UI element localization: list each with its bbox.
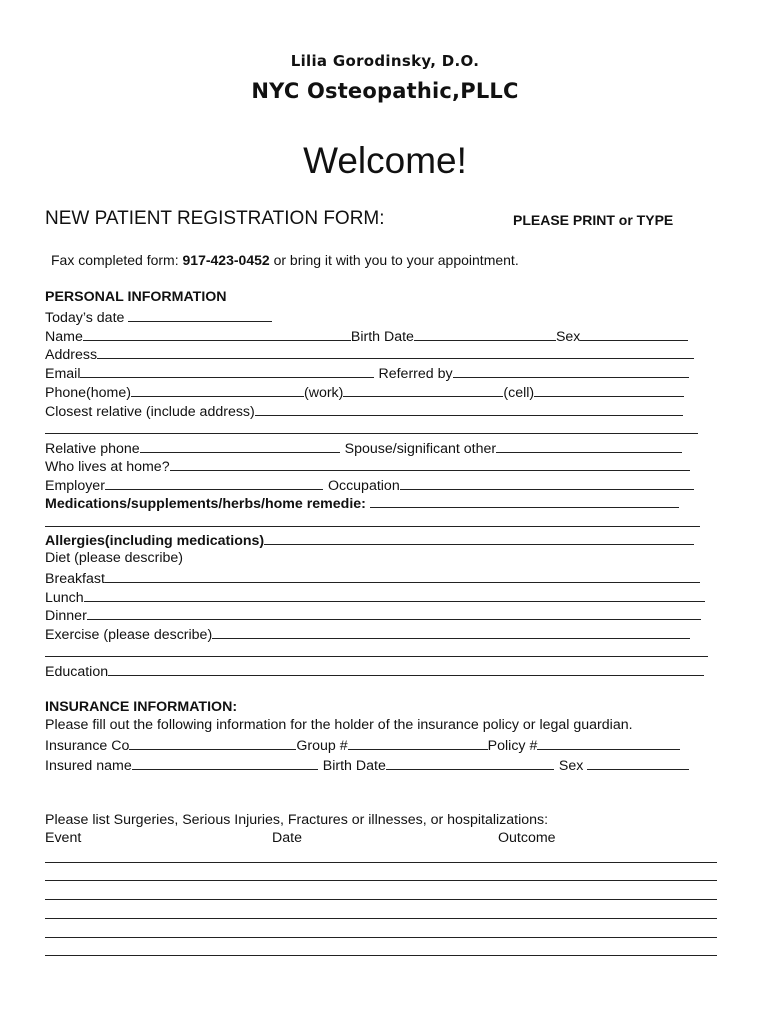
insurance-instructions: Please fill out the following information for the holder of the insurance policy or legal guardian. — [45, 717, 633, 733]
occupation-label: Occupation — [327, 478, 400, 494]
phone-row — [45, 382, 684, 402]
relative-phone-row — [45, 438, 682, 458]
education-label: Education — [45, 664, 109, 680]
allergies-row — [45, 530, 694, 550]
name-field[interactable] — [83, 326, 351, 341]
insured-sex-label: Sex — [558, 758, 584, 774]
history-line-1[interactable] — [45, 862, 717, 863]
referred-by-field[interactable] — [453, 363, 689, 378]
insured-sex-field[interactable] — [587, 755, 689, 770]
dinner-row — [45, 605, 701, 625]
practice-name: NYC Osteopathic,PLLC — [251, 79, 519, 103]
birth-date-label: Birth Date — [350, 329, 414, 345]
address-row — [45, 344, 694, 364]
personal-heading: PERSONAL INFORMATION — [45, 289, 227, 305]
occupation-field[interactable] — [400, 475, 694, 490]
email-label: Email — [45, 366, 81, 382]
who-lives-label: Who lives at home? — [45, 459, 170, 475]
insurance-co-field[interactable] — [129, 735, 296, 750]
doctor-name: Lilia Gorodinsky, D.O. — [290, 52, 480, 70]
closest-relative-row — [45, 401, 683, 421]
exercise-label: Exercise (please describe) — [45, 627, 213, 643]
who-lives-row — [45, 456, 690, 476]
exercise-row — [45, 624, 690, 644]
education-field[interactable] — [108, 661, 704, 676]
closest-relative-label: Closest relative (include address) — [45, 404, 255, 420]
sex-label: Sex — [555, 329, 581, 345]
todays-date-field[interactable] — [128, 307, 272, 322]
history-col-outcome: Outcome — [498, 830, 556, 846]
lunch-label: Lunch — [45, 590, 84, 606]
breakfast-label: Breakfast — [45, 571, 105, 587]
name-label: Name — [45, 329, 83, 345]
lunch-field[interactable] — [84, 587, 705, 602]
history-line-2[interactable] — [45, 880, 717, 881]
history-line-6[interactable] — [45, 955, 717, 956]
email-field[interactable] — [80, 363, 374, 378]
who-lives-field[interactable] — [170, 456, 690, 471]
insured-name-label: Insured name — [45, 758, 132, 774]
group-label: Group # — [296, 738, 348, 754]
group-field[interactable] — [348, 735, 488, 750]
exercise-field[interactable] — [212, 624, 690, 639]
relative-phone-label: Relative phone — [45, 441, 140, 457]
allergies-label: Allergies(including medications) — [45, 533, 265, 549]
policy-field[interactable] — [537, 735, 680, 750]
fax-number: 917-423-0452 — [182, 252, 270, 268]
phone-cell-field[interactable] — [534, 382, 684, 397]
medications-row — [45, 493, 679, 513]
history-col-event: Event — [45, 830, 82, 846]
fax-prefix: Fax completed form: — [51, 252, 183, 268]
insurance-co-row — [45, 735, 680, 755]
phone-work-label: (work) — [303, 385, 344, 401]
todays-date-label: Today’s date — [45, 310, 125, 326]
employer-field[interactable] — [105, 475, 323, 490]
employer-label: Employer — [45, 478, 105, 494]
allergies-field[interactable] — [264, 530, 694, 545]
print-note: PLEASE PRINT or TYPE — [513, 212, 674, 228]
insured-name-field[interactable] — [132, 755, 318, 770]
history-line-5[interactable] — [45, 937, 717, 938]
medications-continuation-line[interactable] — [45, 526, 700, 527]
breakfast-field[interactable] — [105, 568, 700, 583]
todays-date-row — [45, 307, 272, 327]
exercise-continuation-line[interactable] — [45, 656, 708, 657]
closest-relative-field[interactable] — [255, 401, 683, 416]
fax-suffix: or bring it with you to your appointment. — [269, 252, 519, 268]
spouse-label: Spouse/significant other — [344, 441, 497, 457]
medications-field[interactable] — [370, 493, 679, 508]
history-col-date: Date — [272, 830, 302, 846]
policy-label: Policy # — [487, 738, 538, 754]
history-line-4[interactable] — [45, 918, 717, 919]
name-row — [45, 326, 688, 346]
insured-birth-date-field[interactable] — [386, 755, 554, 770]
birth-date-field[interactable] — [414, 326, 556, 341]
sex-field[interactable] — [580, 326, 688, 341]
phone-home-label: Phone(home) — [45, 385, 131, 401]
address-field[interactable] — [97, 344, 694, 359]
medications-label: Medications/supplements/herbs/home remedie: — [45, 496, 366, 512]
insured-name-row — [45, 755, 689, 775]
email-row — [45, 363, 689, 383]
fax-instructions — [51, 252, 519, 268]
spouse-field[interactable] — [496, 438, 682, 453]
lunch-row — [45, 587, 705, 607]
phone-work-field[interactable] — [343, 382, 503, 397]
dinner-label: Dinner — [45, 608, 87, 624]
insurance-co-label: Insurance Co — [45, 738, 130, 754]
education-row — [45, 661, 704, 681]
phone-cell-label: (cell) — [503, 385, 535, 401]
insurance-heading: INSURANCE INFORMATION: — [45, 699, 238, 715]
form-title: NEW PATIENT REGISTRATION FORM: — [45, 208, 385, 229]
diet-label: Diet (please describe) — [45, 550, 183, 566]
employer-row — [45, 475, 694, 495]
insured-birth-date-label: Birth Date — [322, 758, 386, 774]
dinner-field[interactable] — [87, 605, 701, 620]
closest-relative-continuation-line[interactable] — [45, 433, 698, 434]
history-line-3[interactable] — [45, 899, 717, 900]
relative-phone-field[interactable] — [140, 438, 340, 453]
referred-by-label: Referred by — [378, 366, 453, 382]
phone-home-field[interactable] — [131, 382, 304, 397]
breakfast-row — [45, 568, 700, 588]
address-label: Address — [45, 347, 98, 363]
history-prompt: Please list Surgeries, Serious Injuries, Fractures or illnesses, or hospitalizations: — [45, 812, 549, 828]
welcome-heading: Welcome! — [303, 140, 467, 181]
